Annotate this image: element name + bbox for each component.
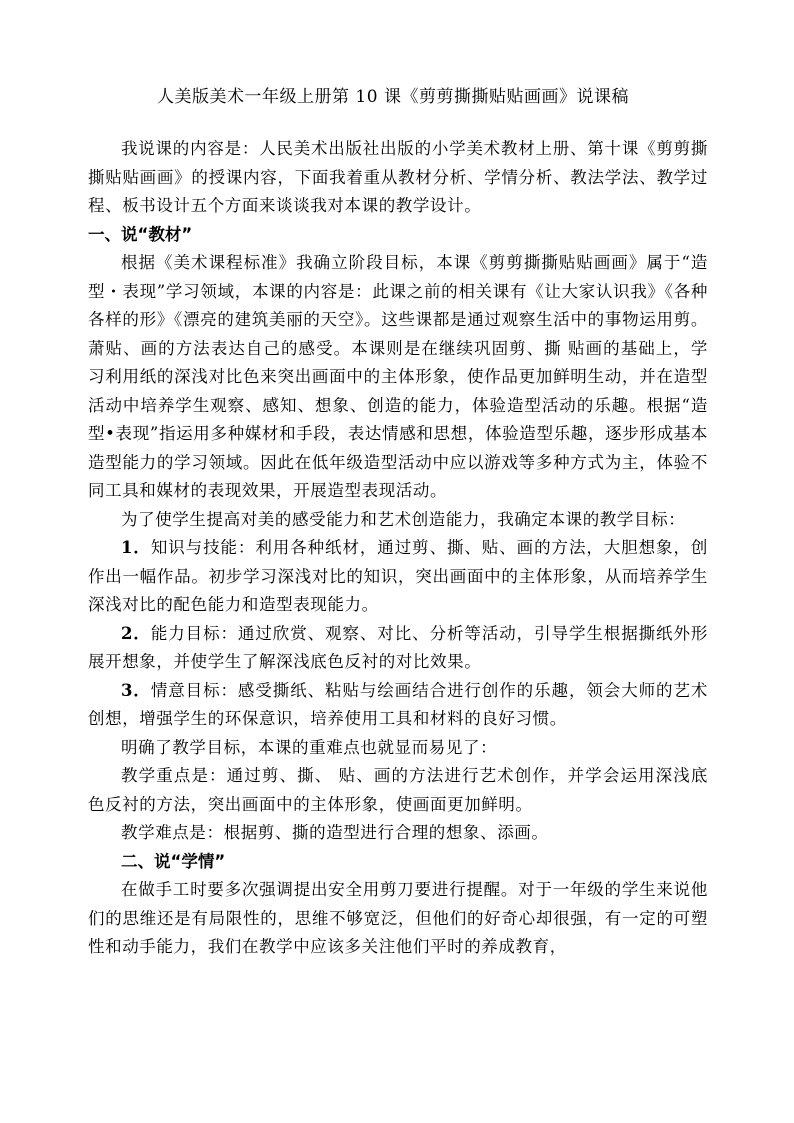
document-title: 人美版美术一年级上册第 10 课《剪剪撕撕贴贴画画》说课稿 xyxy=(157,87,629,107)
teaching-difficulty: 教学难点是：根据剪、撕的造型进行合理的想象、添画。 xyxy=(121,823,549,842)
goal-ability xyxy=(88,620,708,677)
goal-text: 能力目标：通过欣赏、观察、对比、分析等活动，引导学生根据撕纸外形展开想象，并使学生了解深浅底色反衬的对比效果。 xyxy=(88,623,708,671)
goals-intro-paragraph: 为了使学生提高对美的感受能力和艺术创造能力，我确定本课的教学目标： xyxy=(121,509,686,529)
goal-text: 知识与技能：利用各种纸材，通过剪、撕、贴、画的方法，大胆想象，创作出一幅作品。初步学习深浅对比的知识，突出画面中的主体形象，从而培养学生深浅对比的配色能力和造型表现能力。 xyxy=(88,538,708,614)
goal-text: 情意目标：感受撕纸、粘贴与绘画结合进行创作的乐趣，领会大师的艺术创想，增强学生的环保意识，培养使用工具和材料的良好习惯。 xyxy=(88,680,708,728)
textbook-paragraph: 根据《美术课程标准》我确立阶段目标，本课《剪剪撕撕贴贴画画》属于“造型・表现”学习领域，本课的内容是：此课之前的相关课有《让大家认识我》《各种各样的形》《漂亮的建筑美丽的天空》。这些课都是通过观察生活中的事物运用剪。萧贴、画的方法表达自己的感受。本课则是在继续巩固剪、撕 贴画的基础上，学习利用纸的深浅对比色来突出画面中的主体形象，使作品更加鲜明生动，并在造型活动中培养学生观察、感知、想象、创造的能力，体验造型活动的乐趣。根据“造型•表现”指运用多种媒材和手段，表达情感和思想，体验造型乐趣，逐步形成基本造型能力的学习领域。因此在低年级造型活动中应以游戏等多种方式为主，体验不同工具和媒材的表现效果，开展造型表现活动。 xyxy=(88,253,708,500)
teaching-key-point: 教学重点是：通过剪、撕、 贴、画的方法进行艺术创作，并学会运用深浅底色反衬的方法，突出画面中的主体形象，使画面更加鲜明。 xyxy=(88,766,708,814)
document-body xyxy=(88,82,708,962)
goal-number: 3． xyxy=(121,680,151,700)
section-heading-textbook: 一、说“教材” xyxy=(88,224,193,244)
section-heading-students: 二、说“学情” xyxy=(121,851,226,871)
goal-knowledge xyxy=(88,534,708,620)
students-paragraph: 在做手工时要多次强调提出安全用剪刀要进行提醒。对于一年级的学生来说他们的思维还是有局限性的，思维不够宽泛，但他们的好奇心却很强，有一定的可塑性和动手能力，我们在教学中应该多关注他们平时的养成教育， xyxy=(88,880,708,956)
goal-number: 1． xyxy=(121,538,151,557)
goal-emotion xyxy=(88,677,708,734)
goal-number: 2． xyxy=(121,623,151,643)
key-difficulty-intro: 明确了教学目标，本课的重难点也就显而易见了： xyxy=(121,737,498,757)
intro-paragraph: 我说课的内容是：人民美术出版社出版的小学美术教材上册、第十课《剪剪撕撕贴贴画画》的授课内容，下面我着重从教材分析、学情分析、教法学法、教学过程、板书设计五个方面来谈谈我对本课的教学设计。 xyxy=(88,139,708,215)
